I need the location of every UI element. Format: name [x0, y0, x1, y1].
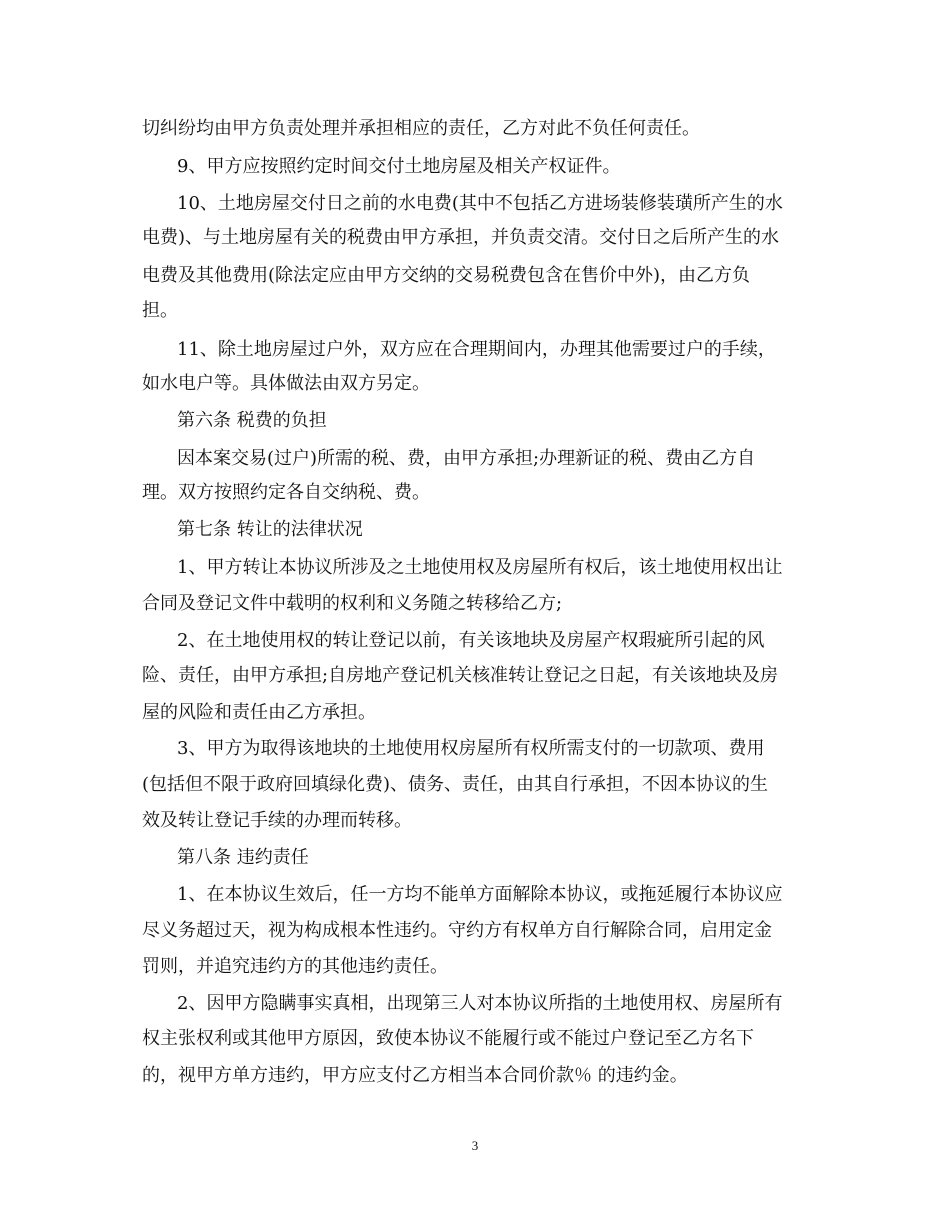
paragraph-text: 切纠纷均由甲方负责处理并承担相应的责任，乙方对此不负任何责任。 [142, 118, 700, 139]
paragraph-text: 3、甲方为取得该地块的土地使用权房屋所有权所需支付的一切款项、费用 [177, 738, 765, 759]
section-heading: 第六条 税费的负担 [177, 410, 327, 431]
paragraph-text: 电费)、与土地房屋有关的税费由甲方承担，并负责交清。交付日之后所产生的水 [142, 227, 780, 248]
text-line [0, 880, 950, 910]
text-line [0, 770, 950, 800]
text-line [0, 152, 950, 182]
text-line [0, 734, 950, 764]
paragraph-text: 1、在本协议生效后，任一方均不能单方面解除本协议，或拖延履行本协议应 [177, 884, 783, 905]
text-line [0, 478, 950, 508]
paragraph-text: 11、除土地房屋过户外，双方应在合理期间内，办理其他需要过户的手续， [177, 339, 776, 360]
paragraph-text: 的，视甲方单方违约，甲方应支付乙方相当本合同价款％ 的违约金。 [142, 1065, 688, 1086]
paragraph-text: (包括但不限于政府回填绿化费)、债务、责任，由其自行承担，不因本协议的生 [142, 774, 769, 795]
paragraph-text: 电费及其他费用(除法定应由甲方交纳的交易税费包含在售价中外)，由乙方负 [142, 265, 751, 286]
paragraph-text: 效及转让登记手续的办理而转移。 [142, 810, 412, 831]
paragraph-text: 理。双方按照约定各自交纳税、费。 [142, 482, 430, 503]
paragraph-text: 因本案交易(过户)所需的税、费，由甲方承担;办理新证的税、费由乙方自 [177, 448, 756, 469]
paragraph-text: 合同及登记文件中载明的权利和义务随之转移给乙方; [142, 593, 563, 614]
paragraph-text: 担。 [142, 300, 178, 321]
paragraph-text: 如水电户等。具体做法由双方另定。 [142, 373, 430, 394]
page-number: 3 [471, 1138, 479, 1153]
text-line [0, 189, 950, 219]
text-line [0, 369, 950, 399]
text-line [0, 989, 950, 1019]
text-line [0, 952, 950, 982]
paragraph-text: 9、甲方应按照约定时间交付土地房屋及相关产权证件。 [177, 156, 621, 177]
text-line [0, 261, 950, 291]
paragraph-text: 2、因甲方隐瞒事实真相，出现第三人对本协议所指的土地使用权、房屋所有 [177, 993, 783, 1014]
text-line [0, 806, 950, 836]
paragraph-text: 罚则，并追究违约方的其他违约责任。 [142, 956, 448, 977]
paragraph-text: 权主张权利或其他甲方原因，致使本协议不能履行或不能过户登记至乙方名下 [142, 1028, 754, 1049]
text-line [0, 114, 950, 144]
text-line [0, 589, 950, 619]
text-line [0, 296, 950, 326]
text-line [0, 916, 950, 946]
text-line [0, 661, 950, 691]
paragraph-text: 1、甲方转让本协议所涉及之土地使用权及房屋所有权后，该土地使用权出让 [177, 557, 783, 578]
text-line [0, 698, 950, 728]
text-line [0, 1061, 950, 1091]
section-heading: 第七条 转让的法律状况 [177, 519, 363, 540]
paragraph-text: 尽义务超过天，视为构成根本性违约。守约方有权单方自行解除合同，启用定金 [142, 920, 772, 941]
text-line [0, 223, 950, 253]
section-heading: 第八条 违约责任 [177, 847, 309, 868]
paragraph-text: 10、土地房屋交付日之前的水电费(其中不包括乙方进场装修装璜所产生的水 [177, 193, 783, 214]
text-line [0, 626, 950, 656]
section-heading-line [0, 515, 950, 545]
paragraph-text: 屋的风险和责任由乙方承担。 [142, 702, 376, 723]
text-line [0, 553, 950, 583]
paragraph-text: 2、在土地使用权的转让登记以前，有关该地块及房屋产权瑕疵所引起的风 [177, 630, 765, 651]
section-heading-line [0, 843, 950, 873]
section-heading-line [0, 406, 950, 436]
text-line [0, 335, 950, 365]
paragraph-text: 险、责任，由甲方承担;自房地产登记机关核准转让登记之日起，有关该地块及房 [142, 665, 779, 686]
text-line [0, 444, 950, 474]
text-line [0, 1024, 950, 1054]
